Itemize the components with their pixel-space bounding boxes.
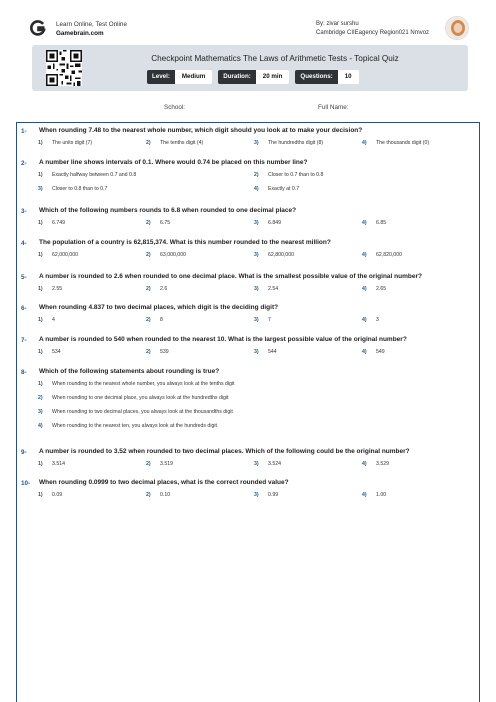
- option-number: 3): [254, 286, 259, 292]
- question-text: A number is rounded to 2.6 when rounded to one decimal place. What is the smallest possible value of the original number?: [39, 273, 422, 280]
- option-text: 6.849: [268, 220, 281, 226]
- questions-label: Questions:: [295, 70, 337, 84]
- question-text: A number is rounded to 3.52 when rounded to two decimal places. Which of the following could be the original number?: [39, 448, 410, 455]
- option-number: 1): [38, 349, 43, 355]
- questions-badge: [295, 70, 358, 84]
- option-text: 0.99: [268, 492, 279, 498]
- option-text: 3: [376, 317, 379, 323]
- level-badge: [147, 70, 212, 84]
- option-number: 4): [254, 186, 259, 192]
- author-name: By: zivar surshu: [316, 21, 359, 27]
- option-text: 2.54: [268, 286, 279, 292]
- quiz-banner: [32, 45, 468, 91]
- option-number: 3): [254, 220, 259, 226]
- question-text: Which of the following statements about rounding is true?: [39, 368, 220, 375]
- option-text: The tenths digit (4): [160, 140, 204, 146]
- option-text: 4: [52, 317, 55, 323]
- avatar: [445, 16, 469, 40]
- question-number: 6-: [21, 305, 27, 312]
- option-text: 2.6: [160, 286, 168, 292]
- question-number: 4-: [21, 240, 27, 247]
- option-number: 3): [254, 252, 259, 258]
- option-text: 63,000,000: [160, 252, 186, 258]
- option-text: 0.10: [160, 492, 171, 498]
- option-number: 4): [362, 492, 367, 498]
- question-text: Which of the following numbers rounds to 6.8 when rounded to one decimal place?: [39, 207, 297, 214]
- option-number: 4): [362, 220, 367, 226]
- question-number: 7-: [21, 337, 27, 344]
- option-number: 3): [254, 317, 259, 323]
- brand: [56, 20, 127, 38]
- option-number: 1): [38, 381, 43, 387]
- option-number: 2): [146, 220, 151, 226]
- option-number: 1): [38, 492, 43, 498]
- page-header: [30, 18, 470, 44]
- option-number: 4): [38, 423, 43, 429]
- option-text: 3.519: [160, 461, 173, 467]
- question-text: A number line shows intervals of 0.1. Where would 0.74 be placed on this number line?: [39, 159, 308, 166]
- option-text: 3.524: [268, 461, 281, 467]
- option-number: 2): [146, 461, 151, 467]
- option-number: 1): [38, 252, 43, 258]
- school-field-label: School:: [164, 104, 186, 111]
- option-text: 0.09: [52, 492, 63, 498]
- option-text: 2.65: [376, 286, 387, 292]
- qr-code-icon[interactable]: [46, 50, 82, 86]
- question-number: 10-: [21, 480, 31, 487]
- duration-label: Duration:: [218, 70, 256, 84]
- option-text: 1.00: [376, 492, 387, 498]
- option-text: The thousands digit (0): [376, 140, 430, 146]
- option-text: 3.514: [52, 461, 65, 467]
- option-number: 2): [254, 172, 259, 178]
- quiz-title: Checkpoint Mathematics The Laws of Arithmetic Tests - Topical Quiz: [151, 54, 399, 63]
- option-text: 62,000,000: [52, 252, 78, 258]
- option-text: When rounding to the nearest whole number, you always look at the tenths digit: [52, 381, 235, 387]
- brand-site[interactable]: Gamebrain.com: [56, 30, 104, 37]
- question-text: When rounding 7.48 to the nearest whole number, which digit should you look at to make your decision?: [39, 127, 363, 134]
- option-text: 549: [376, 349, 385, 355]
- question-text: A number is rounded to 540 when rounded to the nearest 10. What is the largest possible value of the original number?: [39, 336, 407, 343]
- question-number: 1-: [21, 128, 27, 135]
- question-number: 3-: [21, 208, 27, 215]
- option-number: 1): [38, 317, 43, 323]
- option-text: 6.85: [376, 220, 387, 226]
- gamebrain-logo-icon: [30, 20, 46, 36]
- option-text: When rounding to two decimal places, you always look at the thousandths digit: [52, 409, 233, 415]
- option-text: 2.55: [52, 286, 63, 292]
- option-number: 2): [146, 140, 151, 146]
- author-info: [316, 20, 429, 38]
- option-number: 4): [362, 252, 367, 258]
- option-number: 1): [38, 172, 43, 178]
- option-number: 1): [38, 220, 43, 226]
- option-text: When rounding to one decimal place, you always look at the hundredths digit: [52, 395, 229, 401]
- option-number: 4): [362, 286, 367, 292]
- option-text: Closer to 0.8 than to 0.7: [52, 186, 108, 192]
- fullname-field-label: Full Name:: [318, 104, 349, 111]
- option-number: 2): [146, 286, 151, 292]
- option-number: 3): [254, 349, 259, 355]
- option-number: 2): [146, 349, 151, 355]
- option-number: 2): [146, 252, 151, 258]
- duration-value: 20 min: [256, 70, 290, 84]
- option-text: 544: [268, 349, 277, 355]
- question-text: The population of a country is 62,815,374. What is this number rounded to the nearest million?: [39, 239, 331, 246]
- quiz-meta: [147, 70, 359, 84]
- option-number: 3): [38, 186, 43, 192]
- option-number: 3): [254, 492, 259, 498]
- duration-badge: [218, 70, 289, 84]
- option-text: Exactly halfway between 0.7 and 0.8: [52, 172, 137, 178]
- questions-value: 10: [338, 70, 359, 84]
- option-number: 3): [254, 140, 259, 146]
- question-text: When rounding 0.0999 to two decimal places, what is the correct rounded value?: [39, 479, 289, 486]
- option-number: 4): [362, 140, 367, 146]
- option-number: 4): [362, 317, 367, 323]
- option-number: 3): [254, 461, 259, 467]
- option-number: 4): [362, 461, 367, 467]
- option-text: 6.75: [160, 220, 171, 226]
- option-number: 1): [38, 140, 43, 146]
- option-text: 534: [52, 349, 61, 355]
- option-text: 6.749: [52, 220, 65, 226]
- brand-tagline: Learn Online, Test Online: [56, 21, 127, 28]
- option-text: 8: [160, 317, 163, 323]
- option-text: Closer to 0.7 than to 0.8: [268, 172, 324, 178]
- option-text: Exactly at 0.7: [268, 186, 300, 192]
- question-number: 2-: [21, 160, 27, 167]
- option-number: 1): [38, 461, 43, 467]
- question-number: 5-: [21, 274, 27, 281]
- option-text: When rounding to the nearest ten, you always look at the hundreds digit: [52, 423, 217, 429]
- level-value: Medium: [175, 70, 212, 84]
- option-number: 2): [146, 317, 151, 323]
- question-text: When rounding 4.837 to two decimal places, which digit is the deciding digit?: [39, 304, 279, 311]
- option-text: The units digit (7): [52, 140, 93, 146]
- curriculum-line: Cambridge CIIEagency Region021 Nmvoz: [316, 30, 430, 36]
- option-number: 2): [38, 395, 43, 401]
- option-text: 62,800,000: [268, 252, 294, 258]
- option-text: 539: [160, 349, 169, 355]
- option-text: 7: [268, 317, 271, 323]
- option-text: The hundredths digit (8): [268, 140, 324, 146]
- option-text: 3.529: [376, 461, 389, 467]
- question-number: 8-: [21, 369, 27, 376]
- level-label: Level:: [147, 70, 175, 84]
- question-number: 9-: [21, 449, 27, 456]
- option-text: 62,820,000: [376, 252, 402, 258]
- option-number: 2): [146, 492, 151, 498]
- option-number: 4): [362, 349, 367, 355]
- option-number: 3): [38, 409, 43, 415]
- option-number: 1): [38, 286, 43, 292]
